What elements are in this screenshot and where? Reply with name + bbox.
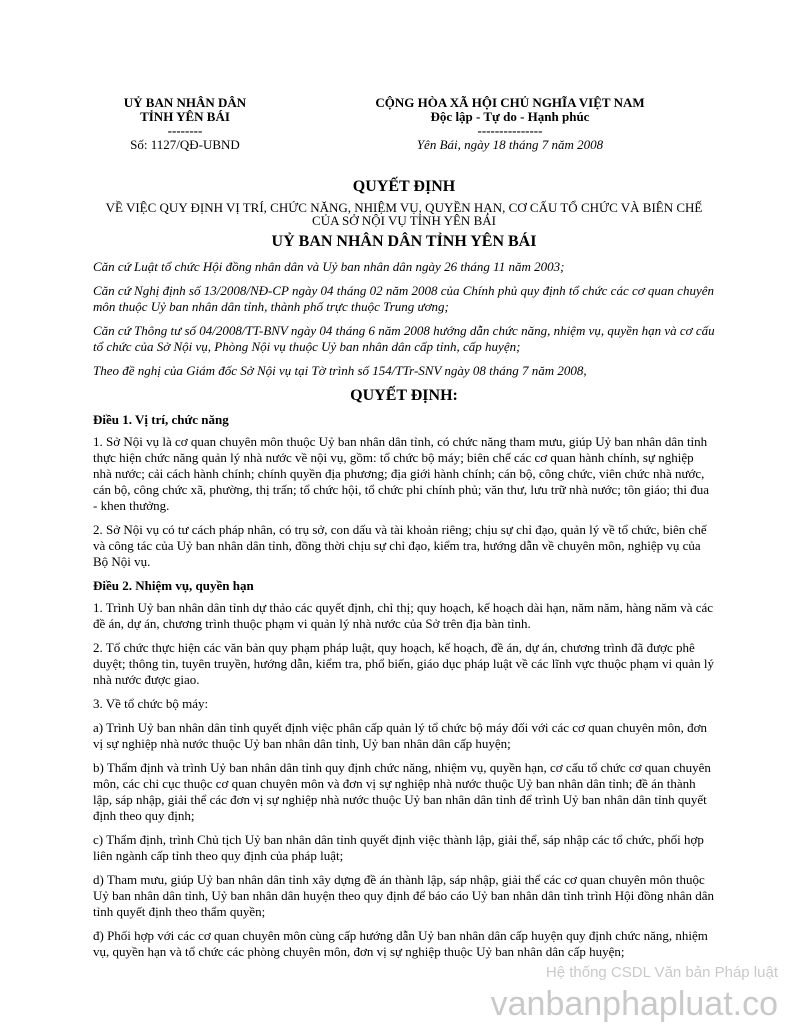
left-separator: -------- [167,123,203,138]
article-paragraph: 3. Về tổ chức bộ máy: [93,696,209,711]
place-date: Yên Bái, ngày 18 tháng 7 năm 2008 [416,137,604,152]
article-paragraph: d) Tham mưu, giúp Uỷ ban nhân dân tỉnh xây dựng đề án thành lập, sáp nhập, giải thể các cơ quan chuyên môn thuộc Uỷ ban nhân dân tỉnh, Uỷ ban nhân dân huyện theo quy định để báo cáo Uỷ ban nhân dân tỉnh trình Hội đồng nhân dân tỉnh quyết định theo thẩm quyền; [93,872,714,919]
legal-basis: Căn cứ Nghị định số 13/2008/NĐ-CP ngày 04 tháng 02 năm 2008 của Chính phủ quy định tổ chức các cơ quan chuyên môn thuộc Uỷ ban nhân dân tỉnh, thành phố trực thuộc Trung ương; [93,283,714,314]
article-paragraph: c) Thẩm định, trình Chủ tịch Uỷ ban nhân dân tỉnh quyết định việc thành lập, giải thể, sáp nhập các tổ chức, phối hợp liên ngành cấp tỉnh theo quy định của pháp luật; [93,832,704,863]
document-title: QUYẾT ĐỊNH [352,178,456,195]
article-1-heading: Điều 1. Vị trí, chức năng [93,412,229,427]
issuing-org-line1: UỶ BAN NHÂN DÂN [123,95,247,110]
nation-name: CỘNG HÒA XÃ HỘI CHỦ NGHĨA VIỆT NAM [375,95,645,110]
document-number: Số: 1127/QĐ-UBND [130,137,240,152]
national-heading-block [315,96,705,152]
legal-basis: Căn cứ Luật tổ chức Hội đồng nhân dân và Uỷ ban nhân dân ngày 26 tháng 11 năm 2003; [93,259,565,274]
article-paragraph: 2. Tổ chức thực hiện các văn bản quy phạm pháp luật, quy hoạch, kế hoạch, đề án, dự án, chương trình đã được phê duyệt; thông tin, tuyên truyền, hướng dẫn, kiểm tra, phổ biến, giáo dục pháp luật về các lĩnh vực thuộc phạm vi quản lý nhà nước được giao. [93,640,714,687]
legal-basis: Căn cứ Thông tư số 04/2008/TT-BNV ngày 04 tháng 6 năm 2008 hướng dẫn chức năng, nhiệm vụ, quyền hạn và cơ cấu tổ chức của Sở Nội vụ, Phòng Nội vụ thuộc Uỷ ban nhân dân cấp tỉnh, cấp huyện; [93,323,715,354]
article-paragraph: 2. Sở Nội vụ có tư cách pháp nhân, có trụ sở, con dấu và tài khoản riêng; chịu sự chỉ đạo, quản lý về tổ chức, biên chế và công tác của Uỷ ban nhân dân tỉnh, đồng thời chịu sự chỉ đạo, kiểm tra, hướng dẫn về chuyên môn, nghiệp vụ của Bộ Nội vụ. [93,522,707,569]
watermark-domain: vanbanphapluat.co [490,985,778,1023]
document-subtitle [93,201,715,227]
article-paragraph: 1. Sở Nội vụ là cơ quan chuyên môn thuộc Uỷ ban nhân dân tỉnh, có chức năng tham mưu, giúp Uỷ ban nhân dân tỉnh thực hiện chức năng quản lý nhà nước về nội vụ, gồm: tổ chức bộ máy; biên chế các cơ quan hành chính, sự nghiệp nhà nước; cải cách hành chính; chính quyền địa phương; địa giới hành chính; cán bộ, công chức, viên chức nhà nước, cán bộ, công chức xã, phường, thị trấn; tổ chức hội, tổ chức phi chính phủ; văn thư, lưu trữ nhà nước; tôn giáo; thi đua - khen thưởng. [93,434,709,513]
article-paragraph: đ) Phối hợp với các cơ quan chuyên môn cùng cấp hướng dẫn Uỷ ban nhân dân cấp huyện quy định chức năng, nhiệm vụ, quyền hạn và tổ chức các phòng chuyên môn, đơn vị sự nghiệp thuộc Uỷ ban nhân dân cấp huyện; [93,928,708,959]
article-paragraph: a) Trình Uỷ ban nhân dân tỉnh quyết định việc phân cấp quản lý tổ chức bộ máy đối với các cơ quan chuyên môn, đơn vị sự nghiệp nhà nước thuộc Uỷ ban nhân dân tỉnh, Uỷ ban nhân dân cấp huyện; [93,720,707,751]
decision-heading: QUYẾT ĐỊNH: [350,387,458,404]
subtitle-line2: CỦA SỞ NỘI VỤ TỈNH YÊN BÁI [312,213,496,228]
authority-heading: UỶ BAN NHÂN DÂN TỈNH YÊN BÁI [271,233,537,250]
issuing-org-line2: TỈNH YÊN BÁI [140,109,230,124]
article-paragraph: b) Thẩm định và trình Uỷ ban nhân dân tỉnh quy định chức năng, nhiệm vụ, quyền hạn, cơ cấu tổ chức cơ quan chuyên môn, các chi cục thuộc cơ quan chuyên môn và đơn vị sự nghiệp nhà nước thuộc Uỷ ban nhân dân tỉnh; đề án thành lập, sáp nhập, giải thể các đơn vị sự nghiệp nhà nước thuộc Uỷ ban nhân dân tỉnh để trình Uỷ ban nhân dân tỉnh quyết định theo quy định; [93,760,711,823]
national-motto: Độc lập - Tự do - Hạnh phúc [430,109,590,124]
document-body [93,178,715,968]
site-watermark [491,964,778,1024]
right-separator: --------------- [477,123,543,138]
legal-basis: Theo đề nghị của Giám đốc Sở Nội vụ tại Tờ trình số 154/TTr-SNV ngày 08 tháng 7 năm 2008, [93,363,587,378]
article-paragraph: 1. Trình Uỷ ban nhân dân tỉnh dự thảo các quyết định, chỉ thị; quy hoạch, kế hoạch dài hạn, năm năm, hàng năm và các đề án, dự án, chương trình thuộc phạm vi quản lý nhà nước của Sở trên địa bàn tỉnh. [93,600,714,631]
issuing-authority-block [80,96,290,152]
article-2-heading: Điều 2. Nhiệm vụ, quyền hạn [93,578,254,593]
watermark-tagline: Hệ thống CSDL Văn bản Pháp luật [545,964,778,981]
subtitle-line1: VỀ VIỆC QUY ĐỊNH VỊ TRÍ, CHỨC NĂNG, NHIỆM VỤ, QUYỀN HẠN, CƠ CẤU TỔ CHỨC VÀ BIÊN CHẾ [105,200,703,215]
